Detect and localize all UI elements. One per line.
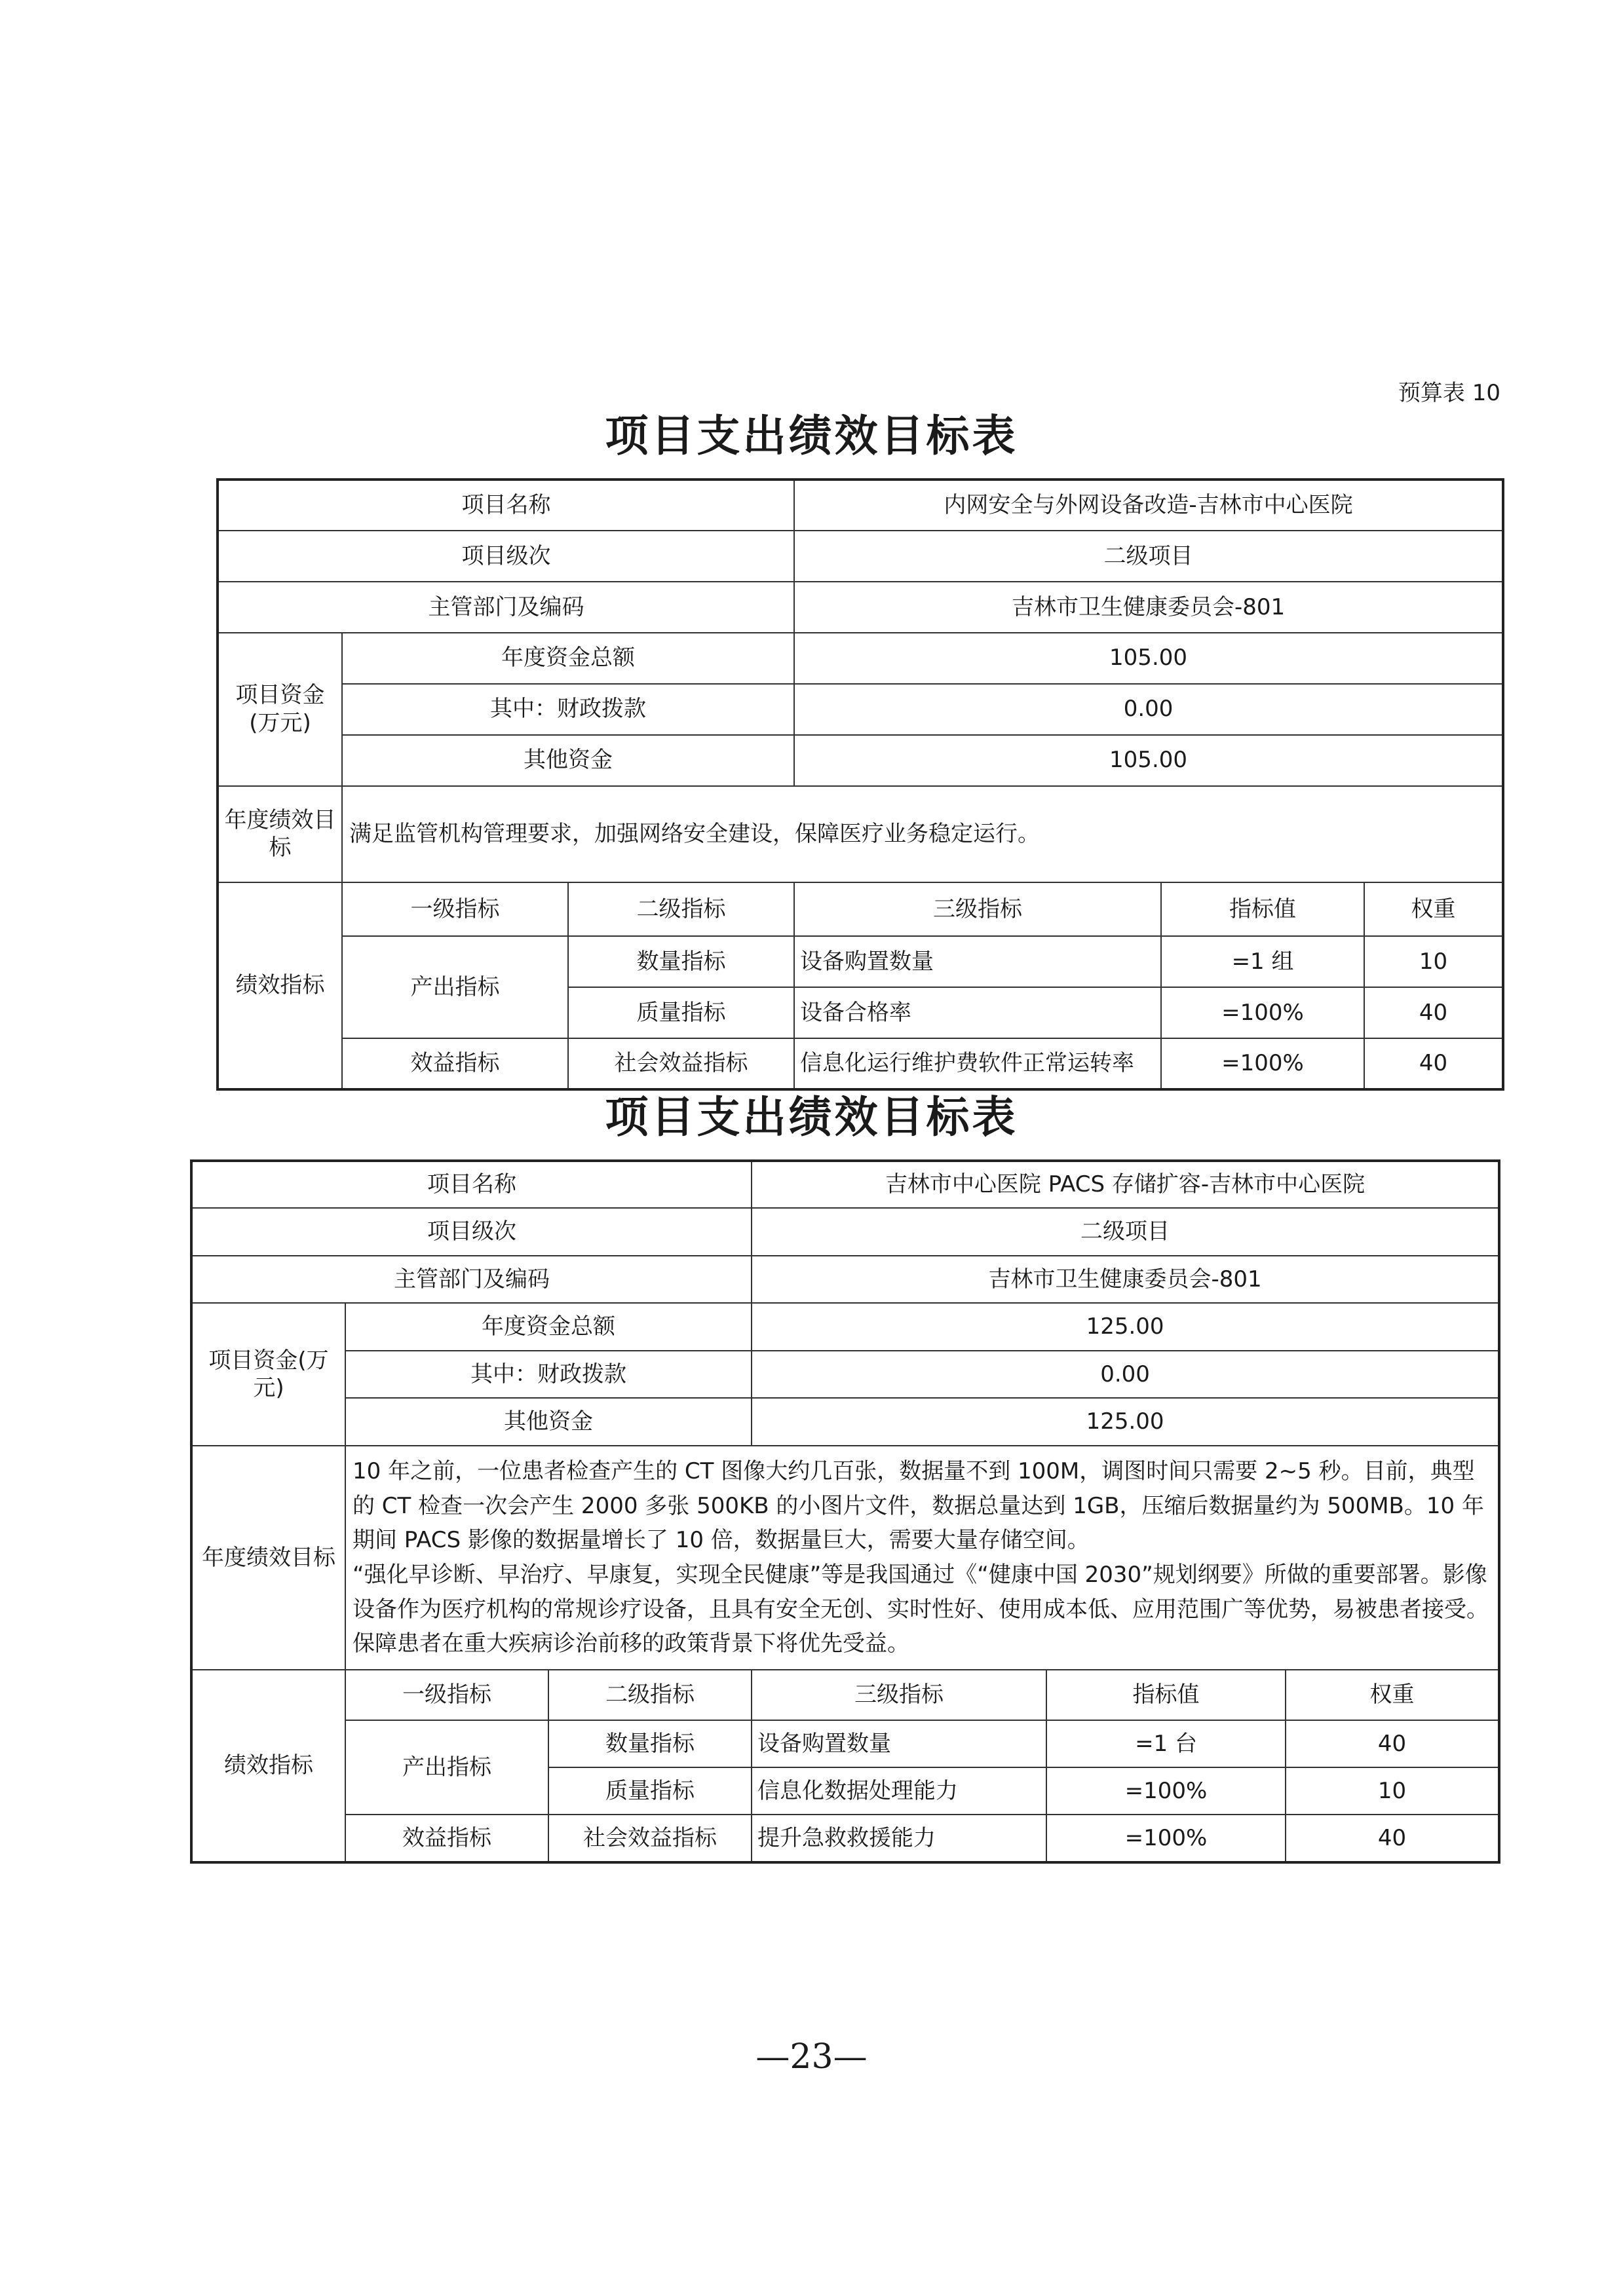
table-1-title: 项目支出绩效目标表: [605, 411, 1018, 461]
value-annual-total: 105.00: [794, 633, 1503, 684]
indicator-level2: 社会效益指标: [568, 1038, 794, 1089]
value-project-name: 内网安全与外网设备改造-吉林市中心医院: [794, 480, 1503, 531]
value-fiscal-allocation: 0.00: [794, 684, 1503, 735]
label-annual-goal: 年度绩效目标: [191, 1446, 345, 1670]
indicator-level3: 设备购置数量: [794, 936, 1161, 987]
indicator-level1: 效益指标: [345, 1815, 548, 1862]
label-annual-goal: 年度绩效目标: [218, 786, 342, 882]
value-project-level: 二级项目: [752, 1208, 1499, 1255]
value-department: 吉林市卫生健康委员会-801: [752, 1256, 1499, 1303]
header-level3: 三级指标: [794, 882, 1161, 936]
performance-table-1: [216, 478, 1504, 1091]
value-annual-total: 125.00: [752, 1303, 1499, 1350]
label-annual-total: 年度资金总额: [345, 1303, 752, 1350]
label-annual-total: 年度资金总额: [342, 633, 794, 684]
indicator-weight: 40: [1364, 987, 1503, 1038]
header-level1: 一级指标: [342, 882, 568, 936]
annual-goal-paragraph-2: “强化早诊断、早治疗、早康复，实现全民健康”等是我国通过《“健康中国 2030”规划纲要》所做的重要部署。影像设备作为医疗机构的常规诊疗设备，且具有安全无创、实时性好、使用成本低、应用范围广等优势，易被患者接受。保障患者在重大疾病诊治前移的政策背景下将优先受益。: [353, 1561, 1489, 1657]
indicator-level1: 产出指标: [345, 1720, 548, 1815]
header-weight: 权重: [1286, 1670, 1499, 1720]
label-other-funds: 其他资金: [342, 735, 794, 786]
indicator-level1: 效益指标: [342, 1038, 568, 1089]
value-project-name: 吉林市中心医院 PACS 存储扩容-吉林市中心医院: [752, 1161, 1499, 1208]
indicator-level2: 质量指标: [568, 987, 794, 1038]
indicator-value: =100%: [1161, 987, 1364, 1038]
indicator-level2: 质量指标: [548, 1767, 752, 1815]
annual-goal-cell: [345, 1446, 1499, 1670]
value-project-level: 二级项目: [794, 531, 1503, 582]
label-project-level: 项目级次: [218, 531, 794, 582]
value-annual-goal: 满足监管机构管理要求，加强网络安全建设，保障医疗业务稳定运行。: [342, 786, 1503, 882]
indicator-level3: 设备合格率: [794, 987, 1161, 1038]
header-level3: 三级指标: [752, 1670, 1046, 1720]
indicator-weight: 40: [1286, 1815, 1499, 1862]
indicator-level2: 数量指标: [548, 1720, 752, 1767]
indicator-level2: 社会效益指标: [548, 1815, 752, 1862]
indicator-value: =1 台: [1046, 1720, 1286, 1767]
indicator-level3: 设备购置数量: [752, 1720, 1046, 1767]
performance-table-2: [190, 1159, 1500, 1864]
indicator-level1: 产出指标: [342, 936, 568, 1038]
indicator-level3: 信息化运行维护费软件正常运转率: [794, 1038, 1161, 1089]
annual-goal-paragraph-1: 10 年之前，一位患者检查产生的 CT 图像大约几百张，数据量不到 100M，调图时间只需要 2~5 秒。目前，典型的 CT 检查一次会产生 2000 多张 500KB 的小图片文件，数据总量达到 1GB，压缩后数据量约为 500MB。10 年期间 PACS 影像的数据量增长了 10 倍，数据量巨大，需要大量存储空间。: [353, 1458, 1484, 1554]
indicator-weight: 10: [1286, 1767, 1499, 1815]
label-other-funds: 其他资金: [345, 1398, 752, 1445]
indicator-level2: 数量指标: [568, 936, 794, 987]
header-level2: 二级指标: [548, 1670, 752, 1720]
indicator-weight: 40: [1286, 1720, 1499, 1767]
value-department: 吉林市卫生健康委员会-801: [794, 582, 1503, 633]
indicator-value: =1 组: [1161, 936, 1364, 987]
label-project-funds: 项目资金(万元): [191, 1303, 345, 1445]
header-level1: 一级指标: [345, 1670, 548, 1720]
value-other-funds: 105.00: [794, 735, 1503, 786]
indicator-level3: 信息化数据处理能力: [752, 1767, 1046, 1815]
indicator-weight: 40: [1364, 1038, 1503, 1089]
table-row: [191, 1815, 1499, 1862]
header-indicator-value: 指标值: [1046, 1670, 1286, 1720]
label-performance-indicators: 绩效指标: [191, 1670, 345, 1862]
header-indicator-value: 指标值: [1161, 882, 1364, 936]
header-weight: 权重: [1364, 882, 1503, 936]
label-project-name: 项目名称: [218, 480, 794, 531]
indicator-value: =100%: [1046, 1767, 1286, 1815]
label-department: 主管部门及编码: [191, 1256, 752, 1303]
label-project-name: 项目名称: [191, 1161, 752, 1208]
label-department: 主管部门及编码: [218, 582, 794, 633]
label-project-level: 项目级次: [191, 1208, 752, 1255]
budget-table-label: 预算表 10: [1398, 380, 1500, 406]
table-row: [191, 1720, 1499, 1767]
value-other-funds: 125.00: [752, 1398, 1499, 1445]
label-fiscal-allocation: 其中：财政拨款: [342, 684, 794, 735]
table-row: [218, 936, 1503, 987]
table-2-title: 项目支出绩效目标表: [605, 1092, 1018, 1142]
header-level2: 二级指标: [568, 882, 794, 936]
indicator-level3: 提升急救救援能力: [752, 1815, 1046, 1862]
page-number: —23—: [755, 2037, 868, 2077]
label-project-funds: 项目资金(万元): [218, 633, 342, 786]
label-fiscal-allocation: 其中：财政拨款: [345, 1351, 752, 1398]
value-fiscal-allocation: 0.00: [752, 1351, 1499, 1398]
indicator-value: =100%: [1046, 1815, 1286, 1862]
indicator-weight: 10: [1364, 936, 1503, 987]
label-performance-indicators: 绩效指标: [218, 882, 342, 1089]
indicator-value: =100%: [1161, 1038, 1364, 1089]
